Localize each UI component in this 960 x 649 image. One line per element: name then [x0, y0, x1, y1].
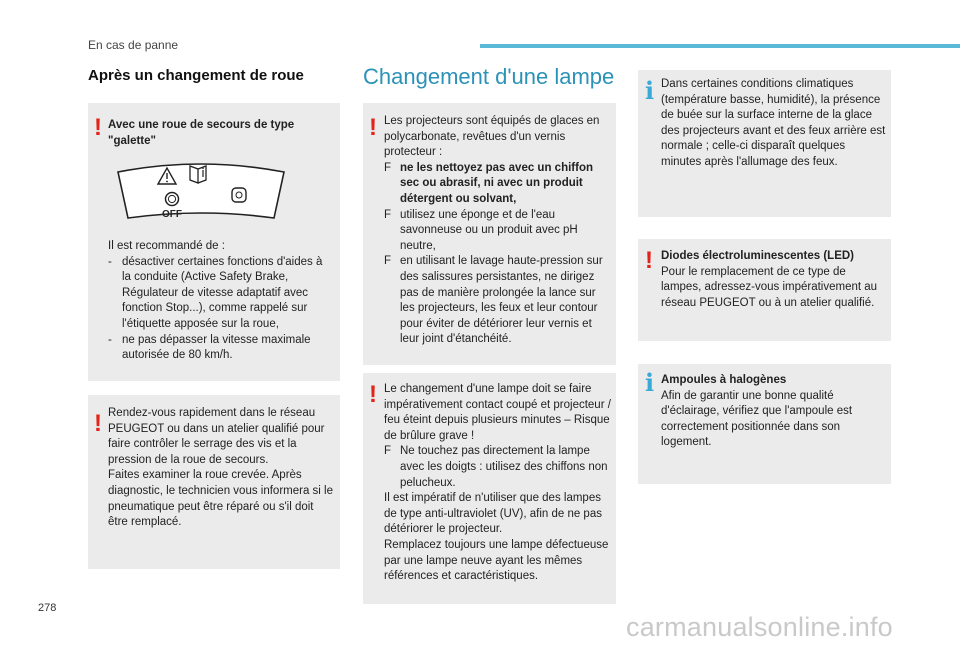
left-warning-box-2 — [88, 395, 340, 569]
page-number: 278 — [38, 602, 57, 614]
middle-warning-box-1 — [363, 103, 616, 365]
halogen-text: Afin de garantir une bonne qualité d'éclairage, vérifiez que l'ampoule est correctement positionnée dans son logement. — [661, 389, 853, 449]
header-accent-bar — [480, 44, 960, 48]
list-item — [108, 333, 326, 364]
uv-text: Il est impératif de n'utiliser que des lampes de type anti-ultraviolet (UV), afin de ne pas détériorer le projecteur. — [384, 492, 602, 536]
info-icon: i — [645, 76, 655, 105]
left-section-title: Après un changement de roue — [88, 67, 304, 84]
led-text: Pour le remplacement de ce type de lampes, adressez-vous impérativement au réseau PEUGEOT ou à un atelier qualifié. — [661, 265, 878, 309]
condensation-text: Dans certaines conditions climatiques (température basse, humidité), la présence de buée sur la surface interne de la glace des projecteurs avant et des feux arrière est normale ; celle-ci disparaît quelques minutes après l'allumage des feux. — [661, 78, 886, 168]
info-icon: i — [645, 368, 655, 397]
right-info-box-halogen — [638, 364, 891, 484]
list-dash: - — [108, 333, 112, 346]
list-item-text: désactiver certaines fonctions d'aides à la conduite (Active Safety Brake, Régulateur de vitesse adaptatif avec fonction Stop...), comme rappelé sur l'étiquette apposée sur la roue, — [122, 255, 323, 330]
bullet-arrow-icon: F — [384, 255, 392, 268]
list-item-text: en utilisant le lavage haute-pression sur des salissures persistantes, ne dirigez pas de manière prolongée la lance sur les projecteurs, les feux et leur contour pour éviter de détériorer leur vernis et leur joint d'étanchéité. — [400, 255, 603, 346]
lamp-change-intro: Le changement d'une lampe doit se faire impérativement contact coupé et projecteur / feu éteint depuis plusieurs minutes – Risque de brûlure grave ! — [384, 383, 611, 442]
list-item-text: Ne touchez pas directement la lampe avec les doigts : utilisez des chiffons non pelucheux. — [400, 445, 608, 489]
off-label: OFF — [162, 209, 182, 220]
warning-icon: ! — [369, 114, 377, 141]
service-text: Rendez-vous rapidement dans le réseau PEUGEOT ou dans un atelier qualifié pour faire contrôler le serrage des vis et la pression de la roue de secours. — [108, 407, 325, 466]
list-item-text: utilisez une éponge et de l'eau savonneuse ou un produit avec pH neutre, — [400, 208, 578, 252]
warning-icon: ! — [369, 381, 377, 408]
right-info-box-1 — [638, 70, 891, 217]
warning-icon: ! — [645, 247, 653, 274]
left-warning-box-1 — [88, 103, 340, 381]
warning-icon: ! — [94, 114, 102, 141]
bullet-arrow-icon: F — [384, 208, 392, 221]
watermark: carmanualsonline.info — [626, 612, 893, 642]
middle-section-title: Changement d'une lampe — [363, 64, 615, 89]
replace-text: Remplacez toujours une lampe défectueuse par une lampe neuve ayant les mêmes références et caractéristiques. — [384, 538, 609, 583]
box-heading: Avec une roue de secours de type "galette" — [108, 119, 295, 147]
section-header: En cas de panne — [88, 38, 179, 52]
warning-icon: ! — [94, 410, 102, 437]
list-item — [384, 254, 610, 348]
recommendation-block — [108, 239, 326, 364]
bullet-arrow-icon: F — [384, 445, 392, 458]
list-item — [384, 444, 614, 491]
tyre-text: Faites examiner la roue crevée. Après diagnostic, le technicien vous informera si le pneumatique peut être réparé ou s'il doit être remplacé. — [108, 469, 334, 529]
list-item — [108, 255, 326, 333]
list-item — [384, 161, 610, 208]
led-heading: Diodes électroluminescentes (LED) — [661, 250, 854, 262]
recommendation-intro: Il est recommandé de : — [108, 240, 225, 252]
right-warning-box-led — [638, 239, 891, 341]
list-item-text: ne pas dépasser la vitesse maximale autorisée de 80 km/h. — [122, 333, 311, 362]
bullet-arrow-icon: F — [384, 161, 392, 174]
halogen-heading: Ampoules à halogènes — [661, 374, 787, 386]
list-item-text: ne les nettoyez pas avec un chiffon sec ou abrasif, ni avec un produit détergent ou solvant, — [400, 161, 593, 205]
list-dash: - — [108, 255, 112, 268]
list-item — [384, 208, 610, 255]
middle-warning-box-2 — [363, 373, 616, 604]
dashboard-panel-diagram — [112, 152, 290, 228]
lens-intro: Les projecteurs sont équipés de glaces en polycarbonate, revêtues d'un vernis protecteur : — [384, 115, 600, 159]
